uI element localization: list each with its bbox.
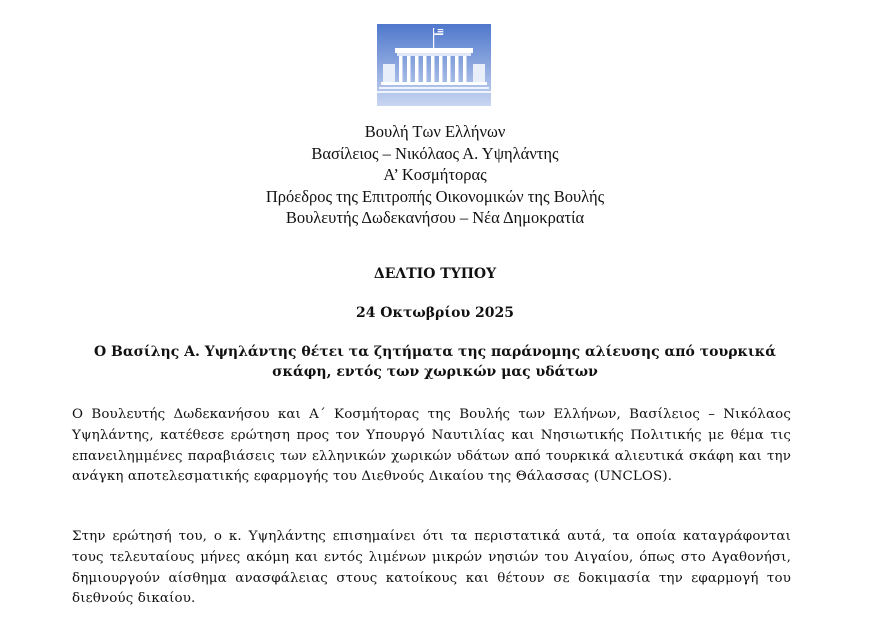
body-paragraph-2: Στην ερώτησή του, ο κ. Υψηλάντης επισημαίνει ότι τα περιστατικά αυτά, τα οποία καταγράφονται τους τελευταίους μήνες ακόμη και εντός λιμένων μικρών νησιών του Αιγαίου, όπως στο Αγαθονήσι, δημιουργούν αίσθημα ανασφάλειας στους κατοίκους και θέτουν σε δοκιμασία την εφαρμογή του διεθνούς δικαίου. [72,529,791,607]
header-line-role: Α’ Κοσμήτορας [383,165,487,185]
header-line-constituency: Βουλευτής Δωδεκανήσου – Νέα Δημοκρατία [285,208,585,228]
header-line-name: Βασίλειος – Νικόλαος Α. Υψηλάντης [311,143,559,163]
parliament-logo [377,24,491,106]
headline: Ο Βασίλης Α. Υψηλάντης θέτει τα ζητήματα της παράνομης αλίευσης από τουρκικά σκάφη, εντός των χωρικών μας υδάτων [93,344,777,380]
header-line-committee: Πρόεδρος της Επιτροπής Οικονομικών της Βουλής [265,186,605,206]
release-date: 24 Οκτωβρίου 2025 [355,305,515,321]
body-paragraph-1: Ο Βουλευτής Δωδεκανήσου και Α΄ Κοσμήτορας της Βουλής των Ελλήνων, Βασίλειος – Νικόλαος Υψηλάντης, κατέθεσε ερώτηση προς τον Υπουργό Ναυτιλίας και Νησιωτικής Πολιτικής με θέμα τις επανειλημμένες παραβιάσεις των ελληνικών χωρικών υδάτων από τουρκικά αλιευτικά σκάφη και την ανάγκη αποτελεσματικής εφαρμογής του Διεθνούς Δικαίου της Θάλασσας (UNCLOS). [72,407,791,485]
sender-header [0,121,870,229]
header-line-parliament: Βουλή Των Ελλήνων [364,122,506,141]
press-release-label: ΔΕΛΤΙΟ ΤΥΠΟΥ [373,266,497,282]
